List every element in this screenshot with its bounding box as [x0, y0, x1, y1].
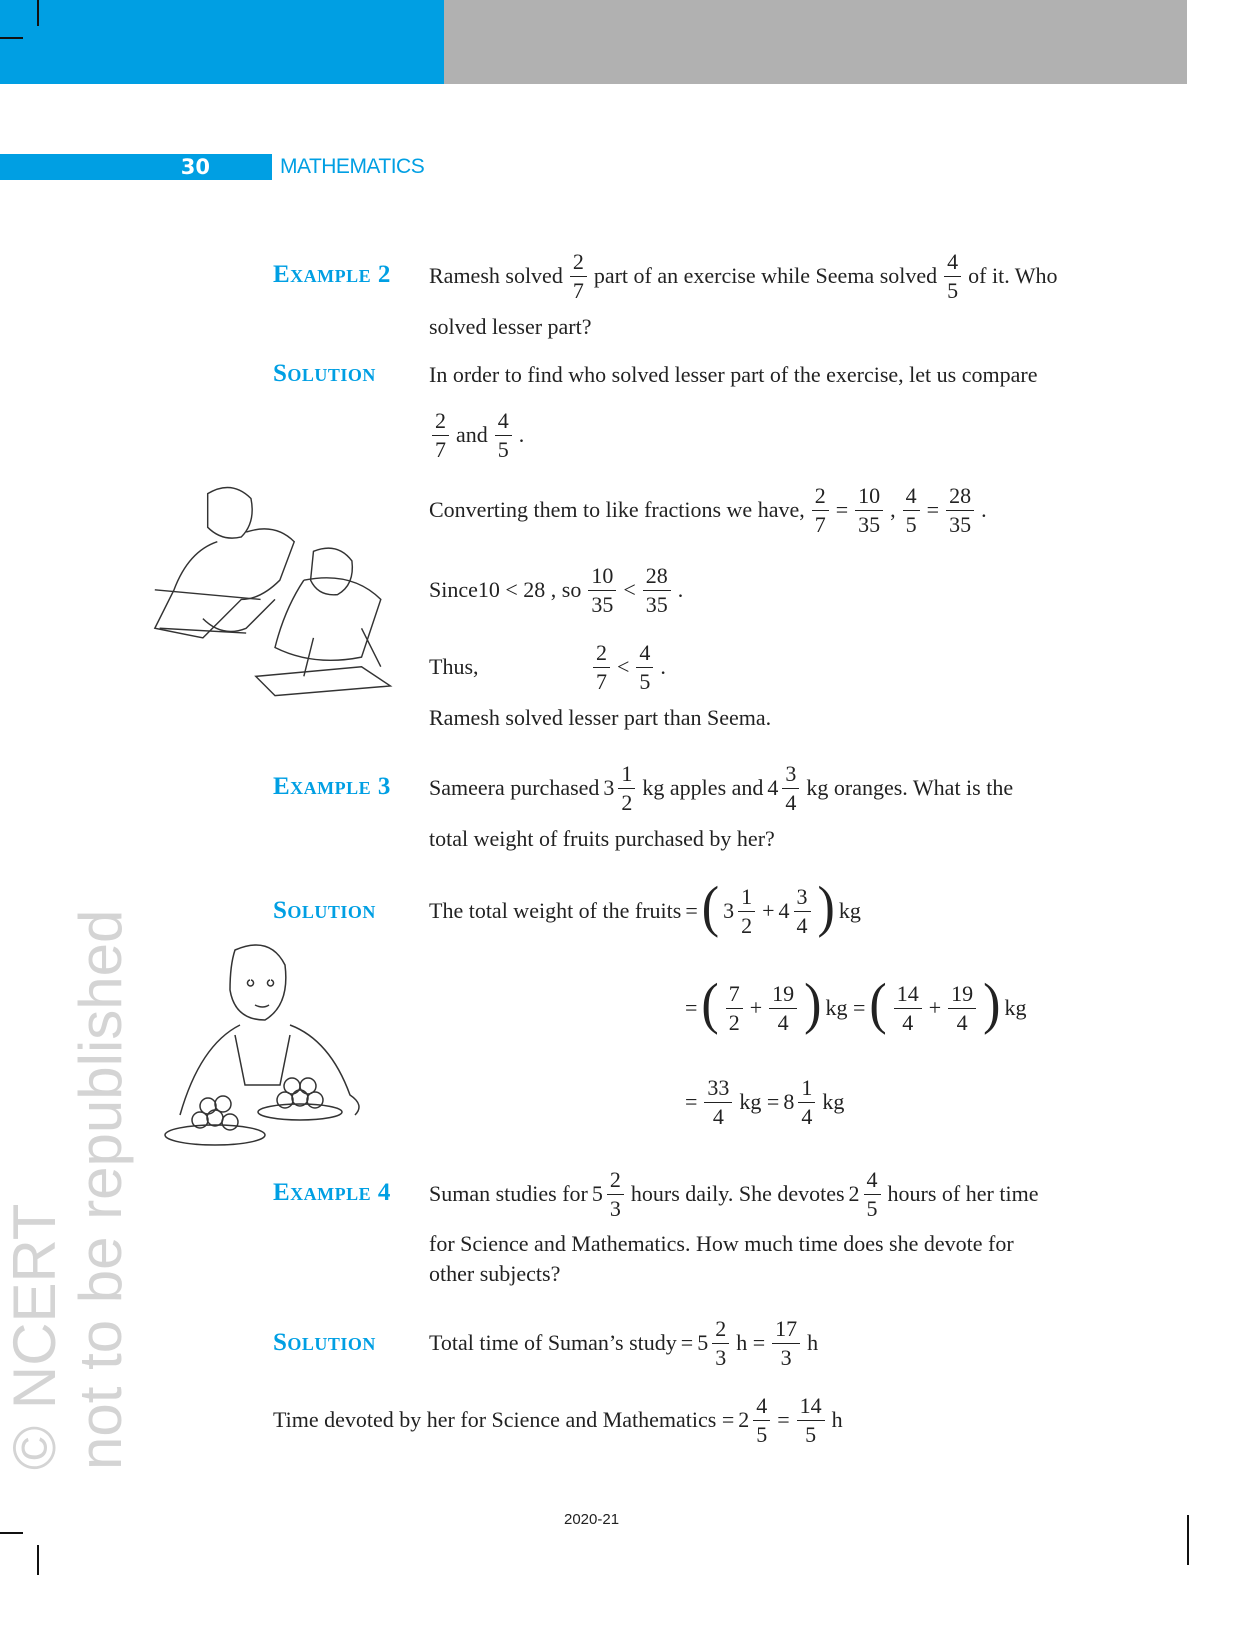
- numerator: 17: [772, 1315, 800, 1344]
- students-studying-illustration: [150, 470, 400, 700]
- text: Total time of Suman’s study: [429, 1330, 677, 1355]
- example-3-question: [429, 760, 1014, 815]
- denominator: 5: [905, 511, 917, 537]
- numerator: 3: [782, 760, 799, 789]
- denominator: 5: [497, 436, 509, 462]
- header-blue-band: [0, 0, 444, 84]
- fraction: [944, 248, 961, 305]
- denominator: 5: [805, 1421, 817, 1447]
- denominator: 2: [741, 912, 753, 938]
- numerator: 4: [495, 407, 512, 436]
- example-3-question-cont: total weight of fruits purchased by her?: [429, 826, 775, 851]
- text: =: [835, 497, 849, 522]
- text: +: [762, 898, 775, 923]
- whole-number: 4: [778, 898, 790, 923]
- denominator: 5: [947, 277, 959, 303]
- fraction: [948, 980, 976, 1037]
- left-paren: (: [701, 876, 720, 939]
- text: h =: [736, 1330, 766, 1355]
- numerator: 2: [712, 1315, 729, 1344]
- solution-label: Solution: [273, 897, 376, 924]
- text: The total weight of the fruits: [429, 898, 682, 923]
- numerator: 19: [948, 980, 976, 1009]
- text: ,: [890, 497, 896, 522]
- fraction: [864, 1166, 881, 1223]
- solution-line: [429, 876, 861, 939]
- fraction: [495, 407, 512, 464]
- subject-title: MATHEMATICS: [280, 155, 425, 178]
- crop-mark: [37, 0, 39, 26]
- numerator: 10: [588, 562, 616, 591]
- solution-line: [273, 1392, 843, 1447]
- left-paren: (: [869, 973, 887, 1036]
- solution-label: Solution: [273, 360, 376, 387]
- text: Time devoted by her for Science and Mathematics =: [273, 1407, 735, 1432]
- numerator: 1: [798, 1074, 815, 1103]
- solution-line: [429, 482, 987, 537]
- text: of it. Who: [968, 263, 1058, 288]
- whole-number: 5: [591, 1181, 603, 1206]
- fraction: [588, 562, 616, 619]
- denominator: 35: [858, 511, 881, 537]
- page-number: 30: [0, 154, 272, 180]
- fraction: [855, 482, 883, 539]
- fraction: [946, 482, 974, 539]
- numerator: 2: [432, 407, 449, 436]
- text: kg =: [739, 1089, 780, 1114]
- fraction: [812, 482, 829, 539]
- fraction: [726, 980, 743, 1037]
- solution-text: Ramesh solved lesser part than Seema.: [429, 705, 772, 730]
- text: .: [518, 422, 525, 447]
- girl-with-fruits-illustration: [150, 940, 370, 1155]
- denominator: 7: [596, 668, 607, 694]
- denominator: 4: [956, 1009, 968, 1035]
- numerator: 19: [769, 980, 797, 1009]
- denominator: 4: [801, 1103, 813, 1129]
- whole-number: 2: [738, 1407, 750, 1432]
- denominator: 2: [728, 1009, 740, 1035]
- text: .: [677, 577, 684, 602]
- denominator: 35: [645, 591, 668, 617]
- footer-year: 2020-21: [564, 1511, 620, 1528]
- solution-text: Thus,: [429, 654, 479, 679]
- right-paren: ): [983, 973, 1001, 1036]
- numerator: 14: [894, 980, 922, 1009]
- whole-number: 5: [697, 1330, 709, 1355]
- example-3-label: Example 3: [273, 773, 391, 800]
- text: Suman studies for: [429, 1181, 588, 1206]
- whole-number: 3: [723, 898, 735, 923]
- crop-mark: [37, 1545, 39, 1575]
- whole-number: 8: [783, 1089, 795, 1114]
- fraction: [772, 1315, 800, 1372]
- numerator: 2: [607, 1166, 624, 1195]
- denominator: 35: [591, 591, 614, 617]
- denominator: 7: [435, 436, 446, 462]
- watermark: [2, 910, 134, 1470]
- text: Since10 < 28 , so: [429, 577, 582, 602]
- left-paren: (: [701, 973, 719, 1036]
- text: Sameera purchased: [429, 775, 600, 800]
- text: =: [926, 497, 940, 522]
- denominator: 4: [785, 789, 797, 815]
- fraction: [570, 248, 587, 305]
- denominator: 5: [756, 1421, 768, 1447]
- numerator: 2: [812, 482, 829, 511]
- text: =: [685, 1089, 698, 1114]
- denominator: 2: [621, 789, 633, 815]
- denominator: 4: [712, 1103, 724, 1129]
- numerator: 10: [855, 482, 883, 511]
- watermark-line: © NCERT: [1, 1203, 68, 1470]
- numerator: 2: [570, 248, 587, 277]
- text: <: [617, 654, 630, 679]
- numerator: 1: [618, 760, 635, 789]
- text: kg: [838, 898, 861, 923]
- whole-number: 2: [848, 1181, 860, 1206]
- text: and: [456, 422, 488, 447]
- solution-line: [429, 1315, 819, 1370]
- example-4-label: Example 4: [273, 1179, 391, 1206]
- denominator: 3: [780, 1344, 792, 1370]
- solution-line: [429, 562, 684, 617]
- denominator: 4: [796, 912, 808, 938]
- whole-number: 4: [767, 775, 779, 800]
- fraction: [797, 1392, 825, 1449]
- solution-line: [685, 1074, 845, 1129]
- text: part of an exercise while Seema solved: [593, 263, 938, 288]
- fraction: [636, 639, 653, 696]
- numerator: 7: [726, 980, 743, 1009]
- numerator: 3: [794, 883, 811, 912]
- numerator: 28: [643, 562, 671, 591]
- text: kg: [822, 1089, 845, 1114]
- text: hours of her time: [887, 1181, 1039, 1206]
- text: .: [981, 497, 987, 522]
- numerator: 4: [944, 248, 961, 277]
- numerator: 14: [797, 1392, 825, 1421]
- fraction: [903, 482, 920, 539]
- text: =: [777, 1407, 790, 1432]
- fraction: [607, 1166, 624, 1223]
- denominator: 4: [777, 1009, 789, 1035]
- denominator: 35: [949, 511, 972, 537]
- denominator: 4: [902, 1009, 914, 1035]
- fraction: [794, 883, 811, 940]
- header-gray-band: [444, 0, 1187, 84]
- numerator: 1: [738, 883, 755, 912]
- whole-number: 3: [603, 775, 615, 800]
- text: =: [680, 1330, 694, 1355]
- fraction: [782, 760, 799, 817]
- text: <: [623, 577, 636, 602]
- solution-label: Solution: [273, 1329, 376, 1356]
- example-2-question: [429, 248, 1058, 303]
- text: .: [660, 654, 666, 679]
- text: kg apples and: [642, 775, 764, 800]
- numerator: 4: [903, 482, 920, 511]
- fraction: [798, 1074, 815, 1131]
- numerator: 4: [636, 639, 653, 668]
- fraction: [753, 1392, 770, 1449]
- denominator: 5: [639, 668, 651, 694]
- text: Ramesh solved: [429, 263, 563, 288]
- example-2-question-cont: solved lesser part?: [429, 314, 592, 339]
- denominator: 7: [814, 511, 826, 537]
- text: hours daily. She devotes: [630, 1181, 845, 1206]
- numerator: 2: [593, 639, 610, 668]
- crop-mark: [0, 1532, 23, 1534]
- crop-mark: [1187, 1515, 1189, 1565]
- text: h: [807, 1330, 819, 1355]
- numerator: 33: [704, 1074, 732, 1103]
- fraction: [618, 760, 635, 817]
- text: +: [749, 995, 763, 1020]
- denominator: 3: [609, 1195, 621, 1221]
- text: h: [831, 1407, 843, 1432]
- crop-mark: [0, 37, 23, 39]
- fraction: [738, 883, 755, 940]
- denominator: 3: [715, 1344, 727, 1370]
- fraction: [643, 562, 671, 619]
- denominator: 5: [866, 1195, 878, 1221]
- solution-line: [590, 639, 666, 694]
- right-paren: ): [804, 973, 822, 1036]
- numerator: 28: [946, 482, 974, 511]
- text: kg oranges. What is the: [806, 775, 1014, 800]
- example-4-question-cont: for Science and Mathematics. How much time does she devote for: [429, 1231, 1014, 1256]
- fraction: [593, 639, 610, 696]
- text: Converting them to like fractions we have,: [429, 497, 805, 522]
- text: =: [685, 898, 698, 923]
- solution-line: [685, 973, 1027, 1036]
- fraction: [894, 980, 922, 1037]
- example-4-question-cont: other subjects?: [429, 1261, 561, 1286]
- right-paren: ): [817, 876, 835, 939]
- example-4-question: [429, 1166, 1039, 1221]
- watermark-line: not to be republished: [67, 909, 134, 1470]
- fraction: [769, 980, 797, 1037]
- denominator: 7: [572, 277, 584, 303]
- text: kg =: [825, 995, 866, 1020]
- text: kg: [1004, 995, 1027, 1020]
- numerator: 4: [753, 1392, 770, 1421]
- solution-line: [429, 407, 525, 462]
- text: =: [685, 995, 698, 1020]
- fraction: [704, 1074, 732, 1131]
- solution-text: In order to find who solved lesser part of the exercise, let us compare: [429, 362, 1038, 387]
- text: +: [928, 995, 942, 1020]
- fraction: [712, 1315, 729, 1372]
- example-2-label: Example 2: [273, 261, 391, 288]
- numerator: 4: [864, 1166, 881, 1195]
- fraction: [432, 407, 449, 464]
